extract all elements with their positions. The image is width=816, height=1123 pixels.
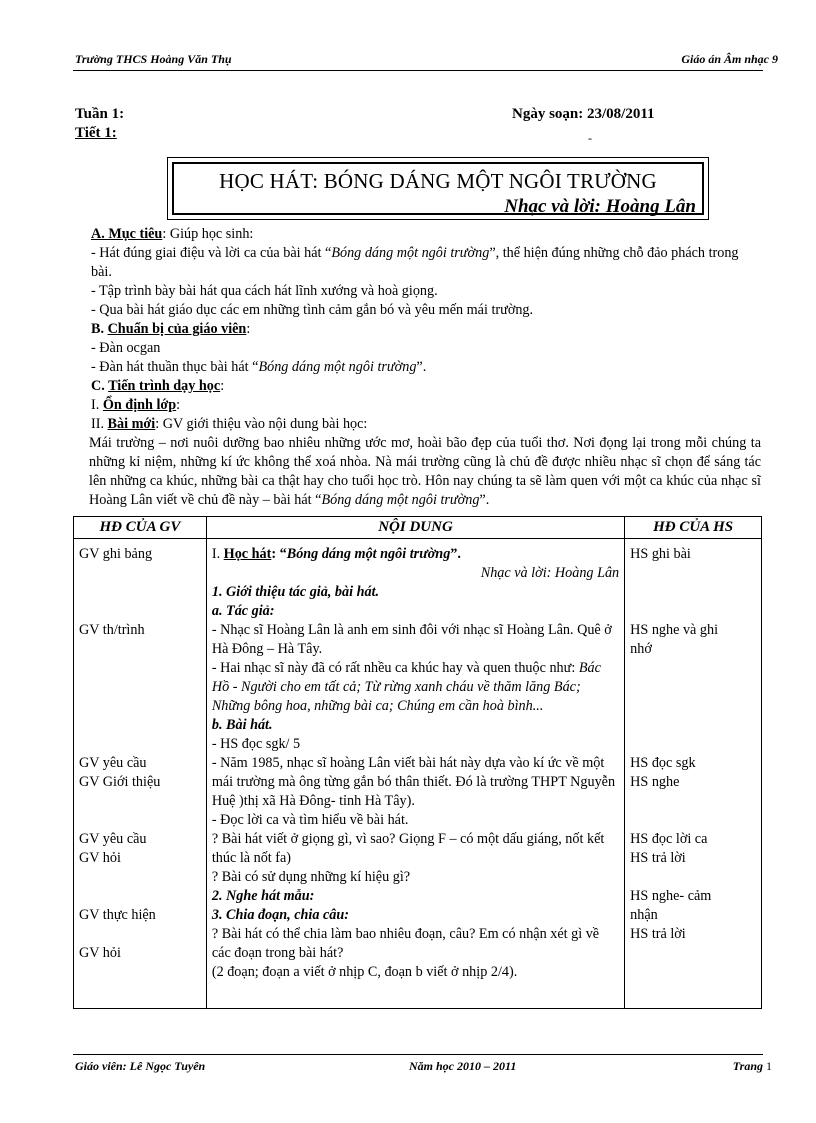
preparation-heading: Chuẩn bị của giáo viên [107,321,247,337]
content-cell: I. Học hát: “Bóng dáng một ngôi trường”. Nhạc và lời: Hoàng Lân 1. Giới thiệu tác giả, bài hát. a. Tác giả: - Nhạc sĩ Hoàng Lân là anh em sinh đôi với nhạc sĩ Hoàng Lân. Quê ở Hà Đông – Hà Tây. - Hai nhạc sĩ này đã có rất nhều ca khúc hay và quen thuộc như: Bác Hồ - Người cho em tất cả; Từ rừng xanh cháu về thăm lăng Bác; Những bông hoa, những bài ca; Chúng em cần hoà bình... b. Bài hát. - HS đọc sgk/ 5 - Năm 1985, nhạc sĩ hoàng Lân viết bài hát này dựa vào kí ức về một mái trường mà ông từng gắn bó thân thiết. Đó là trường THPT Nguyễn Huệ )thị xã Hà Đông- tỉnh Hà Tây). - Đọc lời ca và tìm hiểu về bài hát. ? Bài hát viết ở giọng gì, vì sao? Giọng F – có một dấu giáng, nốt kết thúc là nốt fa) ? Bài có sử dụng những kí hiệu gì? 2. Nghe hát mẫu: 3. Chia đoạn, chia câu: ? Bài hát có thể chia làm bao nhiêu đoạn, câu? Em có nhận xét gì về các đoạn trong bài hát? (2 đoạn; đoạn a viết ở nhịp C, đoạn b viết ở nhịp 2/4). [206,539,624,1009]
teacher-activity-cell: GV ghi bảng GV th/trình GV yêu cầu GV Giới thiệu GV yêu cầu GV hỏi GV thực hiện GV hỏi [74,539,207,1009]
objective-item: - Hát đúng giai điệu và lời ca của bài hát “Bóng dáng một ngôi trường”, thể hiện đúng những chỗ đảo phách trong bài. [91,245,739,280]
header-content: NỘI DUNG [206,517,624,539]
preparation-item: - Đàn hát thuần thục bài hát “Bóng dáng một ngôi trường”. [91,359,427,375]
section-divide: 3. Chia đoạn, chia câu: [211,907,350,923]
preparation-heading-line: B. Chuẩn bị của giáo viên: [91,321,251,337]
song-author: Nhạc và lời: Hoàng Lân [504,196,696,217]
objectives-intro: : Giúp học sinh: [162,226,254,242]
subsection-author: a. Tác giả: [211,603,275,619]
intro-paragraph: Mái trường – nơi nuôi dưỡng bao nhiêu những ước mơ, hoài bão đẹp của tuổi thơ. Nơi đọng lại trong mỗi chúng ta những kỉ niệm, những kí ức không thể xoá nhòa. Nà mái trường cũng là chủ đề được nhiều nhạc sĩ chọn để sáng tác lên những ca khúc, những bài ca thật hay cho tuổi học trò. Hôn nay chúng ta sẽ làm quen với một ca khúc của nhạc sĩ Hoàng Lân viết về chủ đề này – bài hát “Bóng dáng một ngôi trường”. [89,435,761,508]
activity-table [73,516,762,1009]
subsection-song: b. Bài hát. [211,717,273,733]
table-row [74,539,762,1009]
header-rule [73,70,763,71]
preparation-prefix: B. [91,321,108,337]
footer-rule [73,1054,763,1055]
lesson-number: Tiết 1: [75,125,117,141]
page-label: Trang [732,1059,763,1073]
footer-year: Năm học 2010 – 2011 [409,1059,517,1073]
section-intro-heading: 1. Giới thiệu tác giả, bài hát. [211,584,380,600]
header-school: Trường THCS Hoàng Văn Thụ [75,52,232,66]
objective-item: - Qua bài hát giáo dục các em những tình cảm gắn bó và yêu mến mái trường. [91,302,534,318]
objective-item: - Tập trình bày bài hát qua cách hát lĩnh xướng và hoà giọng. [91,283,438,299]
page-number: 1 [766,1059,772,1073]
lesson-body [91,225,761,510]
header-teacher-activity: HĐ CỦA GV [74,517,207,539]
table-header-row [74,517,762,539]
footer-page [733,1059,772,1074]
procedure-heading: Tiến trình dạy học [108,378,221,394]
header-subject: Giáo án Âm nhạc 9 [681,52,778,66]
procedure-heading-line: C. Tiến trình dạy học: [91,378,225,394]
step-new-lesson: II. Bài mới: GV giới thiệu vào nội dung bài học: [91,416,368,432]
objectives-heading: A. Mục tiêu [91,226,163,242]
title-box [167,157,709,220]
lesson-title: HỌC HÁT: BÓNG DÁNG MỘT NGÔI TRƯỜNG [219,169,657,193]
date-dash: - [588,131,592,145]
student-activity-cell: HS ghi bài HS nghe và ghi nhớ HS đọc sgk HS nghe HS đọc lời ca HS trả lời HS nghe- cảm nhận HS trả lời [625,539,762,1009]
step-stabilize: I. Ổn định lớp: [91,397,181,413]
prepared-date: Ngày soạn: 23/08/2011 [512,106,655,122]
objectives-heading-line [91,225,761,244]
section-listen: 2. Nghe hát mẫu: [211,888,315,904]
header-student-activity: HĐ CỦA HS [625,517,762,539]
week-label: Tuần 1: [75,106,125,122]
preparation-item: - Đàn ocgan [91,340,161,356]
footer-teacher: Giáo viên: Lê Ngọc Tuyên [75,1059,206,1073]
title-inner-frame [172,162,704,215]
